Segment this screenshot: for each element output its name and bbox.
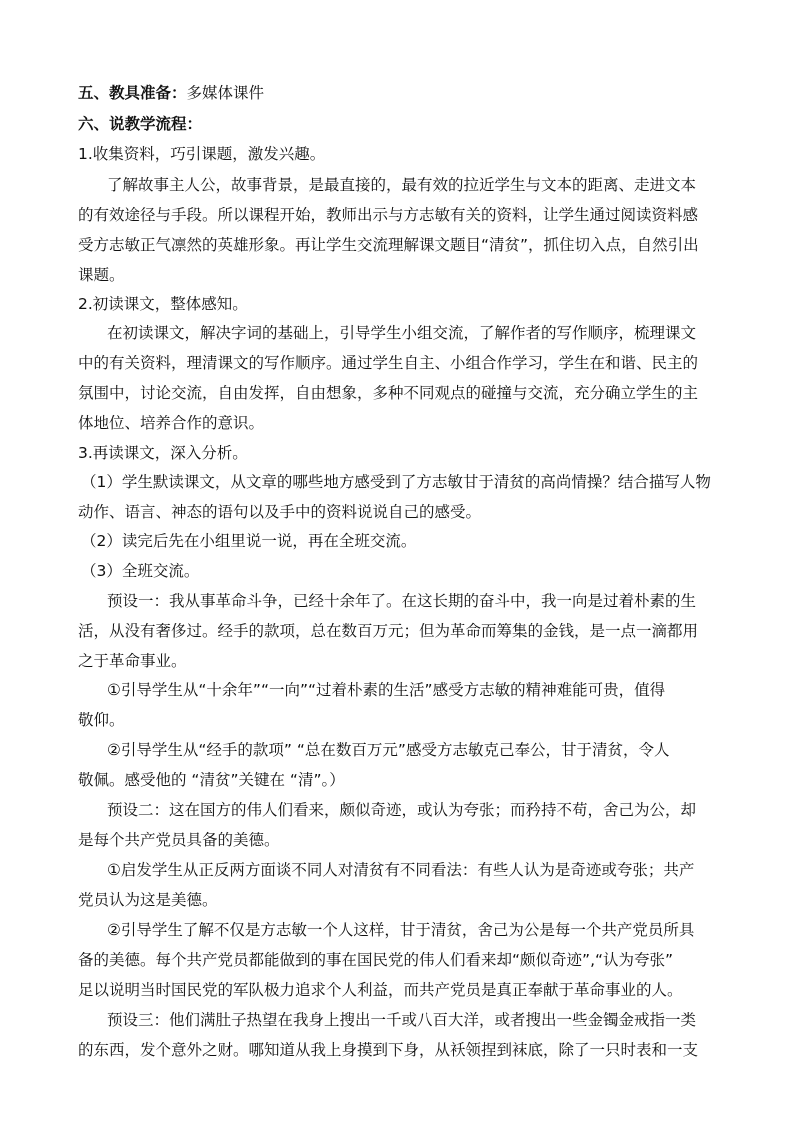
step-heading: 2.初读课文，整体感知。 <box>78 295 248 313</box>
paragraph-line: 动作、语言、神态的语句以及手中的资料说说自己的感受。 <box>78 503 482 521</box>
paragraph-line: ①启发学生从正反两方面谈不同人对清贫有不同看法：有些人认为是奇迹或夸张；共产 <box>107 861 695 879</box>
paragraph-line: 中的有关资料，理清课文的写作顺序。通过学生自主、小组合作学习，学生在和谐、民主的 <box>78 354 699 372</box>
paragraph-line: 在初读课文，解决字词的基础上，引导学生小组交流，了解作者的写作顺序，梳理课文 <box>107 324 697 342</box>
paragraph-line: ②引导学生了解不仅是方志敏一个人这样，甘于清贫，舍己为公是每一个共产党员所具 <box>107 921 695 939</box>
paragraph-line: 了解故事主人公，故事背景，是最直接的，最有效的拉近学生与文本的距离、走进文本 <box>107 176 697 194</box>
paragraph-line: 体地位、培养合作的意识。 <box>78 414 265 432</box>
paragraph-line: ①引导学生从“十余年”“一向”“过着朴素的生活”感受方志敏的精神难能可贵，值得 <box>107 681 666 699</box>
paragraph-line: 预设一：我从事革命斗争，已经十余年了。在这长期的奋斗中，我一向是过着朴素的生 <box>107 592 697 610</box>
paragraph-line: 活，从没有奢侈过。经手的款项，总在数百万元；但为革命而筹集的金钱，是一点一滴都用 <box>78 622 699 640</box>
paragraph-line: 敬佩。感受他的 “清贫”关键在 “清”。） <box>78 771 345 789</box>
heading-value: 多媒体课件 <box>186 84 265 102</box>
paragraph-line: 足以说明当时国民党的军队极力追求个人利益，而共产党员是真正奉献于革命事业的人。 <box>78 981 683 999</box>
paragraph-line: 的有效途径与手段。所以课程开始，教师出示与方志敏有关的资料，让学生通过阅读资料感 <box>78 206 699 224</box>
paragraph-line: 备的美德。每个共产党员都能做到的事在国民党的伟人们看来却“颇似奇迹”,“认为夸张” <box>78 951 674 969</box>
paragraph-line: 敬仰。 <box>78 711 125 729</box>
paragraph-line: 是每个共产党员具备的美德。 <box>78 831 280 849</box>
step-heading: 3.再读课文，深入分析。 <box>78 444 248 462</box>
numbered-item: （2）读完后先在小组里说一说，再在全班交流。 <box>81 532 417 550</box>
paragraph-line: 课题。 <box>78 266 125 284</box>
heading-label: 五、教具准备： <box>78 84 187 102</box>
numbered-item: （1）学生默读课文，从文章的哪些地方感受到了方志敏甘于清贫的高尚情操？结合描写人物 <box>81 473 711 491</box>
paragraph-line: 受方志敏正气凛然的英雄形象。再让学生交流理解课文题目“清贫”，抓住切入点，自然引出 <box>78 236 699 254</box>
paragraph-line: 党员认为这是美德。 <box>78 891 218 909</box>
step-heading: 1.收集资料，巧引课题，激发兴趣。 <box>78 145 326 163</box>
paragraph-line: 的东西，发个意外之财。哪知道从我上身摸到下身，从袄领捏到袜底，除了一只时表和一支 <box>78 1041 699 1059</box>
numbered-item: （3）全班交流。 <box>81 562 200 580</box>
paragraph-line: 之于革命事业。 <box>78 652 187 670</box>
section-heading-teaching-aids <box>78 83 718 103</box>
paragraph-line: 预设二：这在国方的伟人们看来，颇似奇迹，或认为夸张；而矜持不苟，舍己为公，却 <box>107 801 697 819</box>
section-heading-teaching-process: 六、说教学流程： <box>78 115 203 133</box>
paragraph-line: ②引导学生从“经手的款项” “总在数百万元”感受方志敏克己奉公，甘于清贫，令人 <box>107 741 670 759</box>
paragraph-line: 氛围中，讨论交流，自由发挥，自由想象，多种不同观点的碰撞与交流，充分确立学生的主 <box>78 384 699 402</box>
paragraph-line: 预设三：他们满肚子热望在我身上搜出一千或八百大洋，或者搜出一些金镯金戒指一类 <box>107 1011 697 1029</box>
